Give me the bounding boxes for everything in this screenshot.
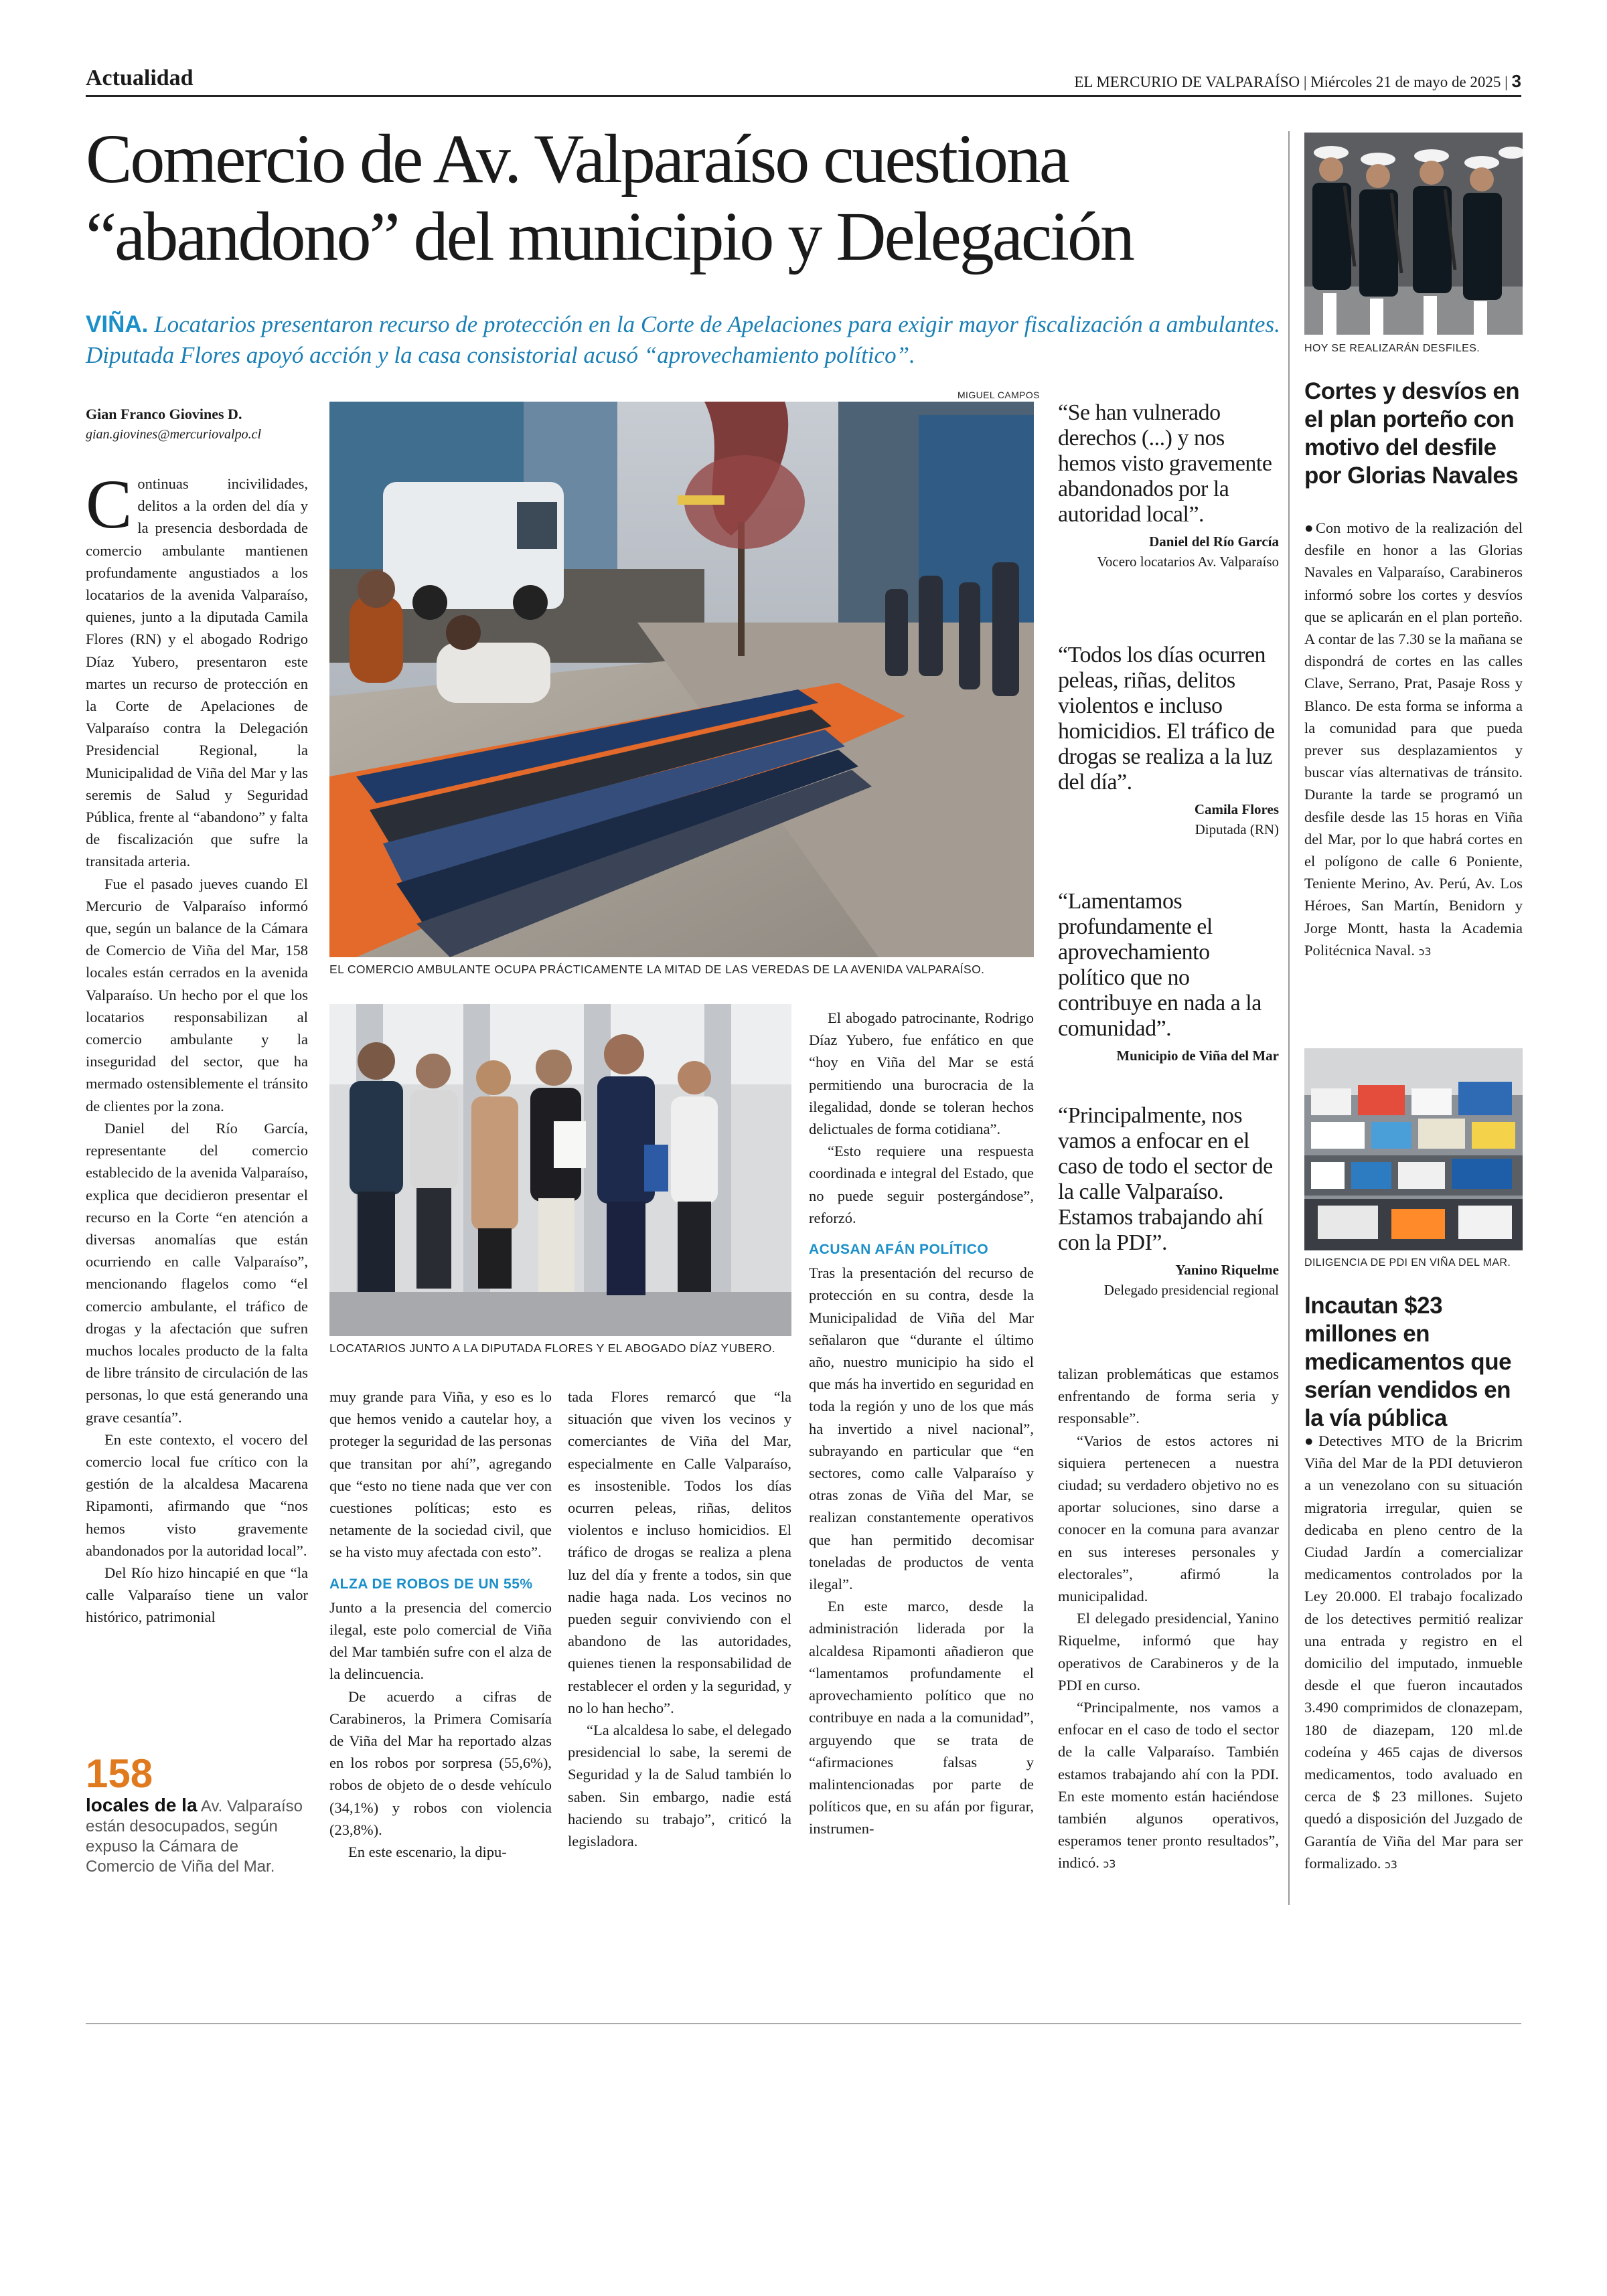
quote-4-text: “Principalmente, nos vamos a enfocar en el caso de todo el sector de la calle Valparaíso. Estamos trabajando ahí con la PDI”. <box>1058 1103 1273 1255</box>
stat-text: Av. Valparaíso están desocupados, según expuso la Cámara de Comercio de Viña del Mar. <box>86 1797 303 1876</box>
bullet-icon: ● <box>1304 1432 1319 1449</box>
quote-2-role: Diputada (RN) <box>1195 821 1279 837</box>
quote-1-role: Vocero locatarios Av. Valparaíso <box>1097 554 1279 570</box>
photo2-caption: LOCATARIOS JUNTO A LA DIPUTADA FLORES Y EL ABOGADO DÍAZ YUBERO. <box>329 1341 776 1355</box>
column-5-paragraph-1: talizan problemáticas que estamos enfrentando de forma seria y responsable”. <box>1058 1366 1279 1427</box>
end-mark-icon: ↄ3 <box>1103 1858 1116 1871</box>
column-1-paragraph-1: Continuas incivilidades, delitos a la orden del día y la presencia desbordada de comercio ambulante mantienen profundamente angustiados a los locatarios de la avenida Valparaíso, quienes, junto a la diputada Camila Flores (RN) y el abogado Rodrigo Díaz Yubero, presentaron este martes un recurso de protección en la Corte de Apelaciones de Valparaíso contra la Delegación Presidencial Regional, la Municipalidad de Viña del Mar y las seremis de Salud y Seguridad Pública, frente al “abandono” y falta de fiscalización que sufre la transitada arteria. <box>86 466 308 870</box>
column-2-paragraph-4: En este escenario, la dipu- <box>348 1843 507 1861</box>
stat-box <box>86 1752 308 1877</box>
quote-2-text: “Todos los días ocurren peleas, riñas, delitos violentos e incluso homicidios. El tráfico de drogas se realiza a la luz del día”. <box>1058 643 1275 795</box>
column-5-paragraph-2: “Varios de estos actores ni siquiera pertenecen a nuestra ciudad; su verdadero objetivo no es aportar soluciones, sino darse a conocer en la comuna para avanzar en sus intereses personales y electorales”, afirmó la municipalidad. <box>1058 1432 1279 1605</box>
photo-navy-parade <box>1304 133 1523 335</box>
street-scene-illustration <box>329 402 1034 957</box>
quote-3-text: “Lamentamos profundamente el aprovechamiento político que no contribuye en nada a la comunidad”. <box>1058 889 1261 1041</box>
column-4 <box>809 1007 1034 1840</box>
column-2-paragraph-1: muy grande para Viña, y eso es lo que hemos venido a cautelar hoy, a proteger la seguridad de las personas que transitan por ahí”, agregando que “esto no tiene nada que ver con cuestiones políticas; esto es netamente de la sociedad civil, que se ha visto muy afectada con esto”. <box>329 1388 552 1561</box>
parade-illustration <box>1304 133 1523 335</box>
headline-line-2: “abandono” del municipio y Delegación <box>86 198 1133 275</box>
column-5 <box>1058 1363 1279 1876</box>
stat-number: 158 <box>86 1751 153 1796</box>
column-2 <box>329 1386 552 1863</box>
quote-4-name: Yanino Riquelme <box>1175 1262 1279 1278</box>
header-info <box>1074 71 1521 92</box>
quotes-column <box>1058 400 1279 1300</box>
byline-name: Gian Franco Giovines D. <box>86 406 242 422</box>
column-1-paragraph-4: En este contexto, el vocero del comercio local fue crítico con la gestión de la alcaldesa Macarena Ripamonti, afirmando que “nos hemos visto gravemente abandonados por la autoridad local”. <box>86 1430 308 1559</box>
brief2-text: ●Detectives MTO de la Bricrim Viña del Mar de la PDI detuvieron a un venezolano con su situación migratoria irregular, quien se dedicaba en pleno centro de la Ciudad Jardín a comercializar medicamentos controlados por la Ley 20.000. El trabajo focalizado de los detectives permitió realizar una entrada y registro en el domicilio del imputado, inmueble desde el que fueron incautados 3.490 comprimidos de clonazepam, 180 de diazepam, 120 ml.de codeína y 465 cajas de diversos medicamentos, todo avaluado en cerca de $ 23 millones. Sujeto quedó a disposición del Juzgado de Garantía de Viña del Mar para ser formalizado. ↄ3 <box>1304 1432 1523 1872</box>
deck <box>86 309 1284 371</box>
deck-text: Locatarios presentaron recurso de protección en la Corte de Apelaciones para exigir mayor fiscalización a ambulantes. Diputada Flores apoyó acción y la casa consistorial acusó “aprovechamiento político”. <box>86 311 1280 368</box>
group-illustration <box>329 1004 791 1336</box>
byline <box>86 406 313 442</box>
drop-cap: C <box>86 466 133 543</box>
quote-3 <box>1058 889 1279 1083</box>
column-3-paragraph-2: “La alcaldesa lo sabe, el delegado presidencial lo sabe, la seremi de Seguridad y la de Salud también lo saben. Sin embargo, nadie está haciendo su trabajo”, criticó la legisladora. <box>568 1722 791 1850</box>
column-4-paragraph-4: En este marco, desde la administración liderada por la alcaldesa Ripamonti añadieron que “lamentamos profundamente el aprovechamiento político que no contribuye en nada a la comunidad”, arguyendo que se trata de “afirmaciones falsas y malintencionadas por parte de políticos que, en su afán por figurar, instrumen- <box>809 1598 1034 1837</box>
quote-4-role: Delegado presidencial regional <box>1103 1282 1279 1298</box>
brief1-text: ●Con motivo de la realización del desfile en honor a las Glorias Navales en Valparaíso, Carabineros informó sobre los cortes y desvíos que se aplicarán en el plan porteño. A contar de las 7.30 se la mañana se dispondrá de cortes en las calles Clave, Serrano, Prat, Pasaje Ross y Blanco. De esta forma se informa a la comunidad para que pueda prever sus desplazamientos y buscar vías alternativas de tránsito. Durante la tarde se programó un desfile desde las 15 horas en Viña del Mar, por lo que habrá cortes en el polígono de calle 6 Poniente, Teniente Merino, Av. Perú, Av. Los Héroes, San Martín, Benidorn y Jorge Montt, hasta la Academia Politécnica Naval. ↄ3 <box>1304 519 1523 959</box>
stat-bold: locales de la <box>86 1795 198 1815</box>
bullet-icon: ● <box>1304 519 1316 536</box>
quote-1 <box>1058 400 1279 602</box>
section-label: Actualidad <box>86 66 194 90</box>
subheading-afan-politico: ACUSAN AFÁN POLÍTICO <box>809 1242 989 1258</box>
paper-info: EL MERCURIO DE VALPARAÍSO | Miércoles 21 de mayo de 2025 | <box>1074 74 1508 90</box>
photo-street-vendors <box>329 402 1034 957</box>
quote-1-name: Daniel del Río García <box>1149 534 1279 550</box>
quote-4 <box>1058 1103 1279 1300</box>
medicines-illustration <box>1304 1048 1523 1250</box>
quote-3-name: Municipio de Viña del Mar <box>1116 1048 1279 1064</box>
column-2-paragraph-2: Junto a la presencia del comercio ilegal, este polo comercial de Viña del Mar también sufre con el alza de la delincuencia. <box>329 1598 552 1683</box>
column-4-paragraph-1: El abogado patrocinante, Rodrigo Díaz Yubero, fue enfático en que “hoy en Viña del Mar se está permitiendo una burocracia de la ilegalidad, donde se toleran hechos delictuales de forma cotidiana”. <box>809 1009 1034 1138</box>
photo-medicines <box>1304 1048 1523 1250</box>
header-rule <box>86 95 1521 97</box>
quote-2 <box>1058 643 1279 878</box>
end-mark-icon: ↄ3 <box>1418 945 1432 958</box>
end-mark-icon: ↄ3 <box>1384 1858 1397 1871</box>
byline-email: gian.giovines@mercuriovalpo.cl <box>86 427 262 442</box>
brief2-headline: Incautan $23 millones en medicamentos que serían vendidos en la vía pública <box>1304 1293 1512 1431</box>
column-3 <box>568 1386 791 1852</box>
column-5-paragraph-3: El delegado presidencial, Yanino Riquelme, informó que hay operativos de Carabineros y de la PDI en curso. <box>1058 1610 1279 1694</box>
photo1-credit: MIGUEL CAMPOS <box>958 390 1040 400</box>
headline <box>86 120 1291 276</box>
column-5-paragraph-4: “Principalmente, nos vamos a enfocar en el caso de todo el sector de la calle Valparaíso. También estamos trabajando ahí con la PDI. En este momento están haciéndose también algunos operativos, esperamos tener pronto resultados”, indicó. ↄ3 <box>1058 1699 1279 1872</box>
brief1-headline: Cortes y desvíos en el plan porteño con motivo del desfile por Glorias Navales <box>1304 378 1520 489</box>
footer-rule <box>86 2023 1521 2024</box>
stat-description <box>86 1795 308 1877</box>
column-1-paragraph-3: Daniel del Río García, representante del comercio establecido de la avenida Valparaíso, explica que decidieron presentar el recurso en la Corte “en atención a diversas anomalías que están ocurriendo en calle Valparaíso”, mencionando flagelos como “el comercio ambulante, el tráfico de drogas y la afectación que sufren muchos locales producto de la falta de libre tránsito de circulación de las personas, lo que está generando una grave cesantía”. <box>86 1119 308 1426</box>
column-4-paragraph-3: Tras la presentación del recurso de protección en su contra, desde la Municipalidad de Viña del Mar señalaron que “durante el último año, nuestro municipio ha sido el que más ha invertido en seguridad en toda la región y uno de los que más ha invertido a nivel nacional”, subrayando en particular que “en sectores, como calle Valparaíso y otras zonas de Viña del Mar, se realizan constantemente operativos que han permitido decomisar toneladas de productos de venta ilegal”. <box>809 1264 1034 1593</box>
brief1-caption: HOY SE REALIZARÁN DESFILES. <box>1304 343 1480 354</box>
sidebar-divider <box>1288 131 1290 1905</box>
headline-line-1: Comercio de Av. Valparaíso cuestiona <box>86 120 1068 197</box>
brief2-caption: DILIGENCIA DE PDI EN VIÑA DEL MAR. <box>1304 1257 1511 1268</box>
subheading-robos: ALZA DE ROBOS DE UN 55% <box>329 1576 533 1592</box>
column-1-upper <box>86 466 308 1629</box>
column-1-paragraph-5: Del Río hizo hincapié en que “la calle Valparaíso tiene un valor histórico, patrimonial <box>86 1564 308 1626</box>
page-number: 3 <box>1511 71 1521 91</box>
quote-1-text: “Se han vulnerado derechos (...) y nos hemos visto gravemente abandonados por la autoridad local”. <box>1058 400 1272 527</box>
deck-kicker: VIÑA. <box>86 311 149 337</box>
quote-2-name: Camila Flores <box>1194 801 1279 817</box>
column-3-paragraph-1: tada Flores remarcó que “la situación que viven los vecinos y comerciantes de Viña del Mar, especialmente en Calle Valparaíso, es insostenible. Todos los días ocurren peleas, riñas, delitos violentos e incluso homicidios. El tráfico de drogas se realiza a plena luz del día y frente a todos, sin que nadie haga nada. Los vecinos no pueden seguir conviviendo con el abandono de las autoridades, quienes tienen la responsabilidad de restablecer el orden y la seguridad, y no lo han hecho”. <box>568 1388 791 1716</box>
photo-group <box>329 1004 791 1336</box>
column-1-paragraph-2: Fue el pasado jueves cuando El Mercurio de Valparaíso informó que, según un balance de la Cámara de Comercio de Viña del Mar, 158 locales están cerrados en la avenida Valparaíso. Un hecho por el que los locatarios responsabilizan al comercio ambulante y la inseguridad del sector, que ha mermado ostensiblemente el tránsito de clientes por la zona. <box>86 875 308 1115</box>
photo1-caption: EL COMERCIO AMBULANTE OCUPA PRÁCTICAMENTE LA MITAD DE LAS VEREDAS DE LA AVENIDA VALPARAÍSO. <box>329 963 985 976</box>
column-4-paragraph-2: “Esto requiere una respuesta coordinada e integral del Estado, que no puede seguir postergándose”, reforzó. <box>809 1143 1034 1226</box>
column-2-paragraph-3: De acuerdo a cifras de Carabineros, la Primera Comisaría de Viña del Mar ha reportado alzas en los robos por sorpresa (55,6%), robos de objeto de o desde vehículo (34,1%) y robos con violencia (23,8%). <box>329 1688 552 1838</box>
